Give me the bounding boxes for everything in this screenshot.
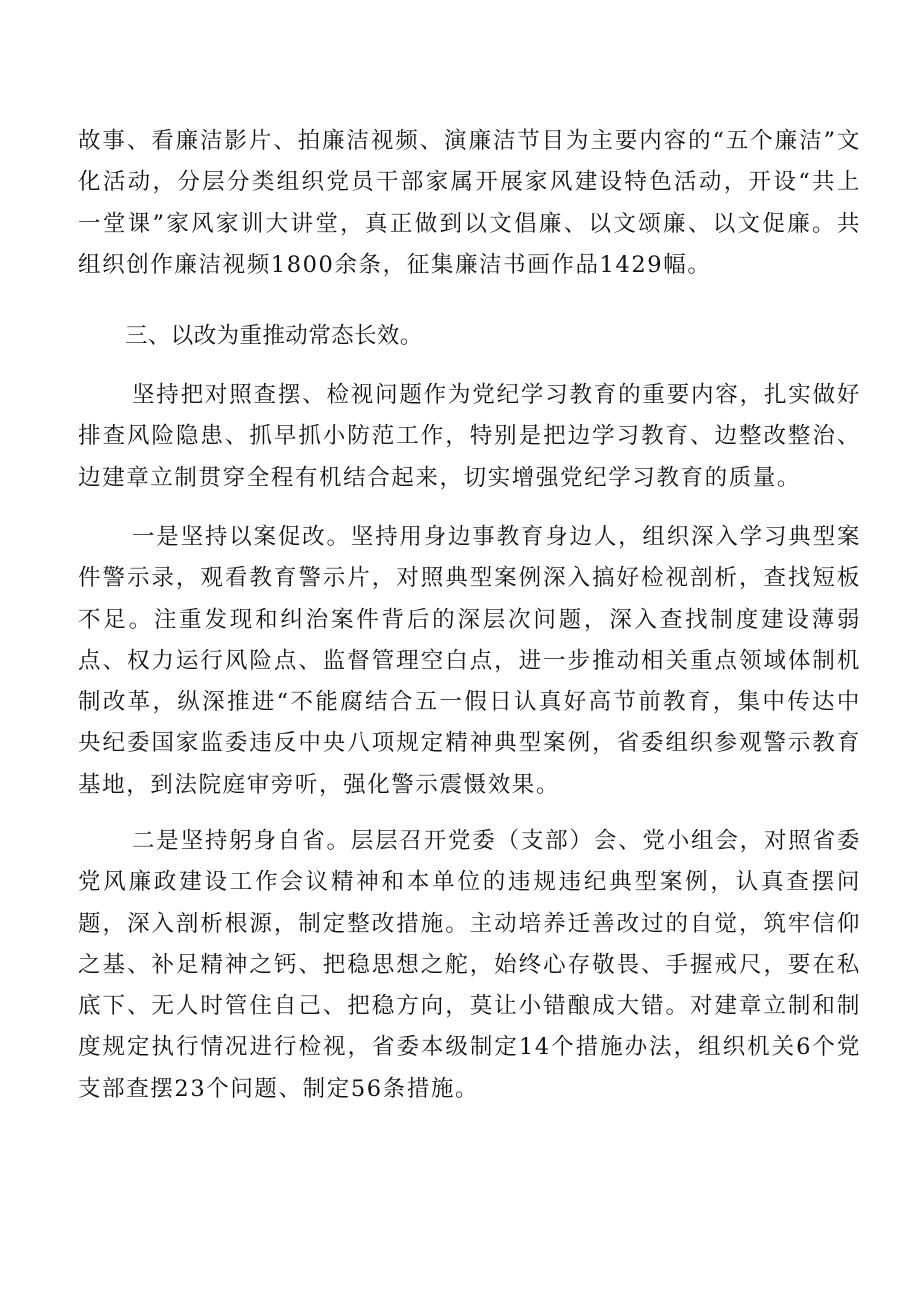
paragraph-self-reflection: 二是坚持躬身自省。层层召开党委（支部）会、党小组会，对照省委党风廉政建设工作会议精神和本单位的违规违纪典型案例，认真查摆问题，深入剖析根源，制定整改措施。主动培养迁善改过的自觉，筑牢信仰之基、补足精神之钙、把稳思想之舵，始终心存敬畏、手握戒尺，要在私底下、无人时管住自己、把稳方向，莫让小错酿成大错。对建章立制和制度规定执行情况进行检视，省委本级制定14个措施办法，组织机关6个党支部查摆23个问题、制定56条措施。: [78, 828, 861, 1102]
section-heading: 三、以改为重推动常态长效。: [125, 323, 423, 349]
paragraph-case-reform: 一是坚持以案促改。坚持用身边事教育身边人，组织深入学习典型案件警示录，观看教育警示片，对照典型案例深入搞好检视剖析，查找短板不足。注重发现和纠治案件背后的深层次问题，深入查找制度建设薄弱点、权力运行风险点、监督管理空白点，进一步推动相关重点领域体制机制改革，纵深推进“不能腐结合五一假日认真好高节前教育，集中传达中央纪委国家监委违反中央八项规定精神典型案例，省委组织参观警示教育基地，到法院庭审旁听，强化警示震慑效果。: [78, 524, 861, 798]
paragraph-intro: 坚持把对照查摆、检视问题作为党纪学习教育的重要内容，扎实做好排查风险隐患、抓早抓小防范工作，特别是把边学习教育、边整改整治、边建章立制贯穿全程有机结合起来，切实增强党纪学习教育的质量。: [78, 382, 861, 491]
paragraph-continuation: 故事、看廉洁影片、拍廉洁视频、演廉洁节目为主要内容的“五个廉洁”文化活动，分层分类组织党员干部家属开展家风建设特色活动，开设“共上一堂课”家风家训大讲堂，真正做到以文倡廉、以文颂廉、以文促廉。共组织创作廉洁视频1800余条，征集廉洁书画作品1429幅。: [78, 128, 861, 278]
